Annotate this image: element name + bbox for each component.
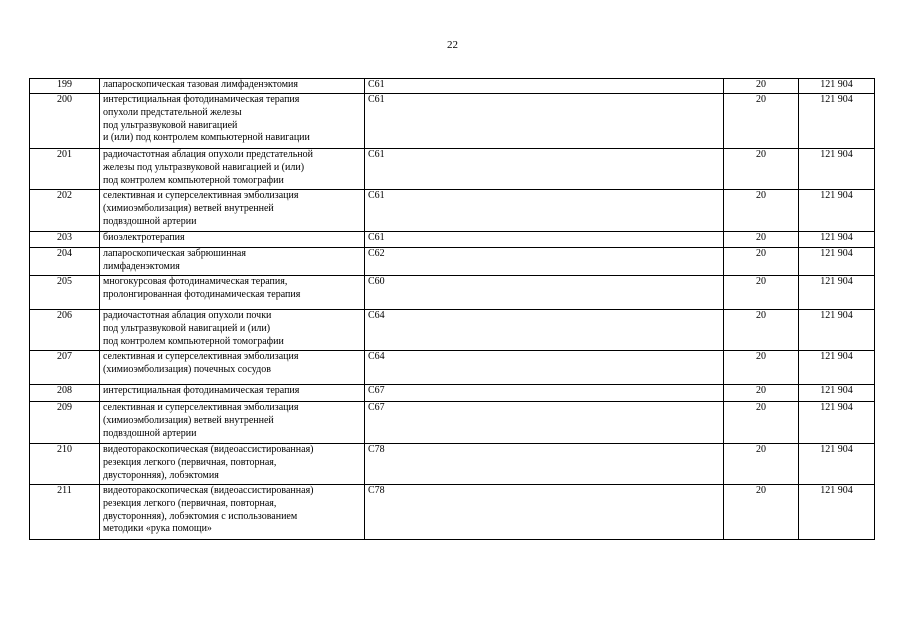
table-row (30, 232, 875, 248)
service-name: лапароскопическая забрюшинная лимфаденэктомия (100, 248, 365, 276)
price: 121 904 (799, 190, 875, 232)
icd-code: C67 (365, 385, 724, 402)
price: 121 904 (799, 385, 875, 402)
row-number: 201 (30, 149, 100, 190)
table-row (30, 385, 875, 402)
row-number: 207 (30, 351, 100, 385)
row-number: 202 (30, 190, 100, 232)
quantity: 20 (724, 351, 799, 385)
service-name: видеоторакоскопическая (видеоассистированная) резекция легкого (первичная, повторная, двусторонняя), лобэктомия (100, 444, 365, 485)
quantity: 20 (724, 232, 799, 248)
table-row (30, 276, 875, 310)
row-number: 210 (30, 444, 100, 485)
icd-code: C61 (365, 79, 724, 94)
table-row (30, 248, 875, 276)
quantity: 20 (724, 402, 799, 444)
price: 121 904 (799, 276, 875, 310)
service-name: радиочастотная аблация опухоли почки под ультразвуковой навигацией и (или) под контролем компьютерной томографии (100, 310, 365, 351)
service-name: биоэлектротерапия (100, 232, 365, 248)
service-name: интерстициальная фотодинамическая терапия опухоли предстательной железы под ультразвуковой навигацией и (или) под контролем компьютерной навигации (100, 94, 365, 149)
quantity: 20 (724, 79, 799, 94)
service-name: многокурсовая фотодинамическая терапия, пролонгированная фотодинамическая терапия (100, 276, 365, 310)
table-row (30, 190, 875, 232)
service-name: селективная и суперселективная эмболизация (химиоэмболизация) ветвей внутренней подвздошной артерии (100, 402, 365, 444)
row-number: 199 (30, 79, 100, 94)
row-number: 200 (30, 94, 100, 149)
table-row (30, 444, 875, 485)
row-number: 203 (30, 232, 100, 248)
table-row (30, 149, 875, 190)
quantity: 20 (724, 149, 799, 190)
table-row (30, 402, 875, 444)
quantity: 20 (724, 385, 799, 402)
icd-code: C61 (365, 232, 724, 248)
row-number: 209 (30, 402, 100, 444)
table-row (30, 351, 875, 385)
row-number: 211 (30, 485, 100, 540)
table-row (30, 310, 875, 351)
service-name: селективная и суперселективная эмболизация (химиоэмболизация) почечных сосудов (100, 351, 365, 385)
service-name: радиочастотная аблация опухоли предстательной железы под ультразвуковой навигацией и (или) под контролем компьютерной томографии (100, 149, 365, 190)
price: 121 904 (799, 402, 875, 444)
page-number: 22 (447, 39, 458, 51)
icd-code: C78 (365, 444, 724, 485)
price: 121 904 (799, 485, 875, 540)
quantity: 20 (724, 94, 799, 149)
price: 121 904 (799, 79, 875, 94)
table-row (30, 485, 875, 540)
table-row (30, 94, 875, 149)
price: 121 904 (799, 351, 875, 385)
row-number: 206 (30, 310, 100, 351)
icd-code: C64 (365, 310, 724, 351)
quantity: 20 (724, 310, 799, 351)
icd-code: C61 (365, 94, 724, 149)
row-number: 205 (30, 276, 100, 310)
price: 121 904 (799, 248, 875, 276)
service-name: селективная и суперселективная эмболизация (химиоэмболизация) ветвей внутренней подвздошной артерии (100, 190, 365, 232)
icd-code: C78 (365, 485, 724, 540)
quantity: 20 (724, 485, 799, 540)
icd-code: C64 (365, 351, 724, 385)
service-name: интерстициальная фотодинамическая терапия (100, 385, 365, 402)
services-table (29, 78, 875, 540)
table-row (30, 79, 875, 94)
icd-code: C61 (365, 190, 724, 232)
row-number: 204 (30, 248, 100, 276)
icd-code: C67 (365, 402, 724, 444)
price: 121 904 (799, 444, 875, 485)
icd-code: C60 (365, 276, 724, 310)
price: 121 904 (799, 232, 875, 248)
quantity: 20 (724, 248, 799, 276)
icd-code: C62 (365, 248, 724, 276)
row-number: 208 (30, 385, 100, 402)
quantity: 20 (724, 444, 799, 485)
service-name: видеоторакоскопическая (видеоассистированная) резекция легкого (первичная, повторная, двусторонняя), лобэктомия с использованием методики «рука помощи» (100, 485, 365, 540)
quantity: 20 (724, 190, 799, 232)
price: 121 904 (799, 310, 875, 351)
price: 121 904 (799, 149, 875, 190)
icd-code: C61 (365, 149, 724, 190)
price: 121 904 (799, 94, 875, 149)
service-name: лапароскопическая тазовая лимфаденэктомия (100, 79, 365, 94)
quantity: 20 (724, 276, 799, 310)
